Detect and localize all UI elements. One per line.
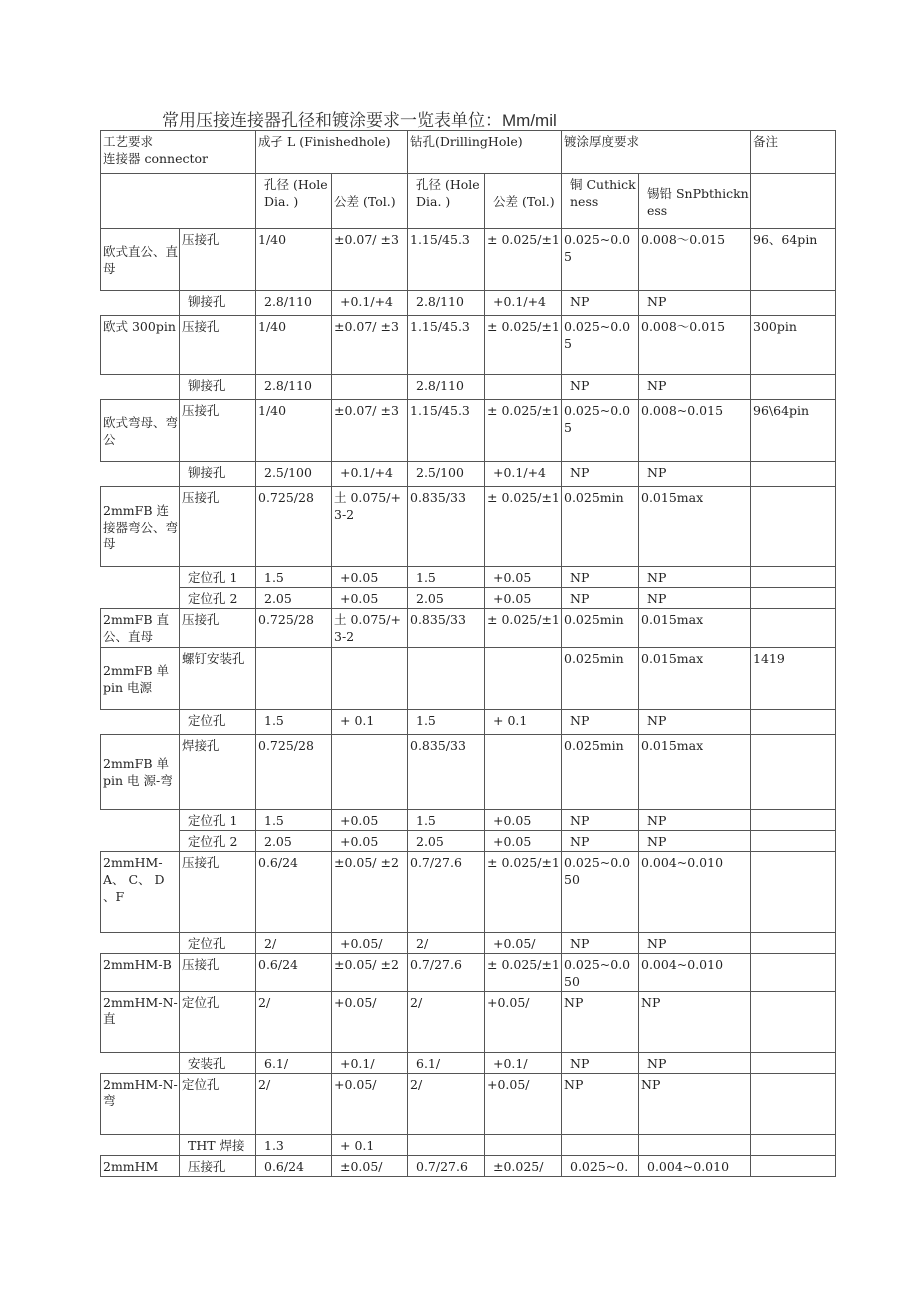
cell-finished-tol: + 0.1 [332, 1134, 408, 1155]
cell-remarks [751, 1155, 836, 1176]
cell-finished-tol: +0.05/ [332, 991, 408, 1052]
cell-connector [101, 830, 180, 851]
cell-drill-tol: ± 0.025/±1 [485, 400, 562, 462]
cell-drill-dia: 2.8/110 [408, 291, 485, 316]
cell-cu: 0.025~0.05 [562, 229, 639, 291]
cell-hole-type: 压接孔 [180, 400, 256, 462]
unit-text: Mm/mil [502, 111, 557, 130]
cell-finished-dia: 2.05 [256, 830, 332, 851]
cell-snpb: NP [639, 375, 751, 400]
cell-finished-dia: 6.1/ [256, 1052, 332, 1073]
header-cu-thickness: 铜 Cuthickness [562, 174, 639, 229]
header-finished-hole: 成孑 L (Finishedhole) [256, 131, 408, 174]
cell-drill-dia: 0.835/33 [408, 608, 485, 647]
cell-drill-tol: +0.1/+4 [485, 462, 562, 487]
header-empty-remarks [751, 174, 836, 229]
cell-connector [101, 462, 180, 487]
cell-connector: 欧式弯母、弯公 [101, 400, 180, 462]
cell-connector [101, 587, 180, 608]
cell-cu: NP [562, 830, 639, 851]
cell-hole-type: 定位孔 [180, 1073, 256, 1134]
cell-hole-type: 压接孔 [180, 1155, 256, 1176]
cell-remarks: 300pin [751, 316, 836, 375]
cell-connector: 2mmHM-N-弯 [101, 1073, 180, 1134]
cell-hole-type: 压接孔 [180, 487, 256, 567]
cell-drill-dia: 1.5 [408, 709, 485, 734]
cell-finished-dia: 2/ [256, 1073, 332, 1134]
table-row [101, 462, 836, 487]
cell-drill-dia: 0.7/27.6 [408, 1155, 485, 1176]
cell-cu: NP [562, 375, 639, 400]
header-tolerance: 公差 (Tol.) [332, 174, 408, 229]
cell-connector [101, 567, 180, 588]
cell-cu: NP [562, 462, 639, 487]
header-connector: 连接器 connector [103, 150, 209, 166]
cell-connector: 2mmHM-N-直 [101, 991, 180, 1052]
cell-remarks [751, 953, 836, 991]
cell-remarks [751, 932, 836, 953]
cell-cu: NP [562, 709, 639, 734]
cell-snpb: NP [639, 567, 751, 588]
cell-snpb: 0.004~0.010 [639, 1155, 751, 1176]
cell-finished-dia: 1/40 [256, 229, 332, 291]
cell-remarks: 1419 [751, 647, 836, 709]
cell-remarks [751, 809, 836, 830]
table-row [101, 809, 836, 830]
cell-cu: 0.025min [562, 647, 639, 709]
cell-drill-dia: 1.5 [408, 567, 485, 588]
cell-snpb: NP [639, 462, 751, 487]
cell-finished-dia: 1/40 [256, 400, 332, 462]
header-snpb-thickness: 锡铅 SnPbthickness [639, 174, 751, 229]
cell-connector [101, 709, 180, 734]
cell-remarks [751, 709, 836, 734]
cell-drill-dia: 0.7/27.6 [408, 851, 485, 932]
table-row [101, 953, 836, 991]
table-row [101, 487, 836, 567]
table-row [101, 932, 836, 953]
cell-hole-type: 安装孔 [180, 1052, 256, 1073]
header-drilling-hole: 钻孔(DrillingHole) [408, 131, 562, 174]
cell-cu: NP [562, 932, 639, 953]
cell-snpb: NP [639, 809, 751, 830]
cell-connector: 2mmHM-B [101, 953, 180, 991]
cell-hole-type: 铆接孔 [180, 291, 256, 316]
cell-finished-dia: 1.5 [256, 567, 332, 588]
cell-drill-tol: ± 0.025/±1 [485, 608, 562, 647]
cell-drill-tol: +0.05 [485, 567, 562, 588]
cell-finished-dia: 0.6/24 [256, 953, 332, 991]
cell-finished-dia: 0.725/28 [256, 487, 332, 567]
cell-finished-dia: 2.05 [256, 587, 332, 608]
cell-hole-type: 焊接孔 [180, 734, 256, 809]
cell-cu: 0.025~0.050 [562, 953, 639, 991]
cell-finished-tol: ±0.05/ ±2 [332, 953, 408, 991]
cell-cu: NP [562, 567, 639, 588]
cell-connector [101, 1052, 180, 1073]
cell-hole-type: 定位孔 2 [180, 830, 256, 851]
cell-hole-type: 定位孔 1 [180, 567, 256, 588]
cell-drill-tol: +0.05 [485, 809, 562, 830]
cell-finished-dia: 1.3 [256, 1134, 332, 1155]
cell-snpb: 0.008〜0.015 [639, 316, 751, 375]
cell-finished-dia: 2.8/110 [256, 375, 332, 400]
cell-hole-type: THT 焊接 [180, 1134, 256, 1155]
cell-snpb: NP [639, 932, 751, 953]
cell-snpb: NP [639, 709, 751, 734]
cell-snpb: NP [639, 830, 751, 851]
cell-drill-tol [485, 734, 562, 809]
cell-snpb: 0.004~0.010 [639, 953, 751, 991]
table-row [101, 709, 836, 734]
table-row [101, 647, 836, 709]
table-row [101, 567, 836, 588]
cell-drill-tol [485, 647, 562, 709]
cell-cu [562, 1134, 639, 1155]
cell-connector [101, 932, 180, 953]
cell-hole-type: 铆接孔 [180, 375, 256, 400]
cell-hole-type: 铆接孔 [180, 462, 256, 487]
cell-drill-tol: +0.05/ [485, 1073, 562, 1134]
table-row [101, 229, 836, 291]
cell-snpb: NP [639, 991, 751, 1052]
table-row [101, 1134, 836, 1155]
cell-drill-tol: ± 0.025/±1 [485, 229, 562, 291]
cell-hole-type: 压接孔 [180, 229, 256, 291]
cell-finished-tol: ±0.07/ ±3 [332, 400, 408, 462]
header-process-req: 工艺要求 [103, 134, 154, 149]
table-row [101, 830, 836, 851]
cell-connector: 2mmFB 单 pin 电源 [101, 647, 180, 709]
cell-drill-dia: 0.835/33 [408, 734, 485, 809]
cell-remarks [751, 1134, 836, 1155]
table-row [101, 851, 836, 932]
cell-drill-dia: 1.15/45.3 [408, 400, 485, 462]
cell-connector: 2mmFB 单 pin 电 源-弯 [101, 734, 180, 809]
cell-cu: 0.025min [562, 734, 639, 809]
cell-drill-dia: 2.8/110 [408, 375, 485, 400]
cell-drill-dia: 1.15/45.3 [408, 229, 485, 291]
cell-drill-dia: 0.835/33 [408, 487, 485, 567]
cell-remarks [751, 734, 836, 809]
cell-remarks [751, 1052, 836, 1073]
cell-finished-tol: ±0.05/ ±2 [332, 851, 408, 932]
table-row [101, 375, 836, 400]
cell-connector: 2mmFB 直公、直母 [101, 608, 180, 647]
cell-drill-tol [485, 1134, 562, 1155]
cell-drill-dia [408, 1134, 485, 1155]
table-row [101, 400, 836, 462]
cell-remarks: 96\64pin [751, 400, 836, 462]
cell-drill-tol: ± 0.025/±1 [485, 953, 562, 991]
title-text: 常用压接连接器孔径和镀涂要求一览表单位： [162, 111, 502, 131]
cell-finished-tol: + 0.1 [332, 709, 408, 734]
table-row [101, 734, 836, 809]
cell-remarks [751, 1073, 836, 1134]
cell-drill-tol: +0.05 [485, 587, 562, 608]
cell-drill-dia [408, 647, 485, 709]
cell-connector [101, 375, 180, 400]
cell-connector [101, 1134, 180, 1155]
cell-hole-type: 压接孔 [180, 608, 256, 647]
cell-remarks [751, 608, 836, 647]
cell-remarks [751, 830, 836, 851]
cell-finished-tol: +0.05/ [332, 1073, 408, 1134]
cell-connector [101, 291, 180, 316]
cell-remarks: 96、64pin [751, 229, 836, 291]
cell-finished-dia: 1/40 [256, 316, 332, 375]
header-remarks: 备注 [751, 131, 836, 174]
cell-finished-dia [256, 647, 332, 709]
cell-finished-tol: +0.1/+4 [332, 462, 408, 487]
cell-snpb: 0.015max [639, 647, 751, 709]
header-hole-dia: 孔径 (HoleDia. ) [256, 174, 332, 229]
cell-finished-dia: 2.5/100 [256, 462, 332, 487]
cell-snpb: NP [639, 1073, 751, 1134]
cell-finished-tol: +0.05 [332, 809, 408, 830]
cell-finished-dia: 2/ [256, 991, 332, 1052]
cell-finished-tol: +0.1/ [332, 1052, 408, 1073]
cell-snpb: 0.015max [639, 734, 751, 809]
cell-cu: NP [562, 587, 639, 608]
cell-finished-tol [332, 375, 408, 400]
cell-hole-type: 压接孔 [180, 316, 256, 375]
cell-hole-type: 螺钉安装孔 [180, 647, 256, 709]
header-row-1 [101, 131, 836, 174]
cell-drill-tol: ± 0.025/±1 [485, 851, 562, 932]
cell-drill-tol: + 0.1 [485, 709, 562, 734]
cell-drill-tol: +0.05 [485, 830, 562, 851]
cell-snpb: NP [639, 1052, 751, 1073]
cell-drill-tol: ± 0.025/±1 [485, 316, 562, 375]
cell-remarks [751, 487, 836, 567]
cell-cu: 0.025min [562, 608, 639, 647]
cell-snpb [639, 1134, 751, 1155]
cell-snpb: 0.008~0.015 [639, 400, 751, 462]
header-empty [101, 174, 256, 229]
cell-cu: 0.025~0.050 [562, 851, 639, 932]
cell-finished-tol: ±0.07/ ±3 [332, 316, 408, 375]
header-plating-req: 镀涂厚度要求 [562, 131, 751, 174]
cell-drill-tol: ± 0.025/±1 [485, 487, 562, 567]
cell-remarks [751, 291, 836, 316]
cell-drill-dia: 2/ [408, 932, 485, 953]
cell-remarks [751, 991, 836, 1052]
cell-drill-dia: 2.05 [408, 830, 485, 851]
cell-finished-dia: 0.725/28 [256, 608, 332, 647]
cell-drill-dia: 1.5 [408, 809, 485, 830]
cell-drill-dia: 2/ [408, 991, 485, 1052]
cell-drill-tol: +0.05/ [485, 991, 562, 1052]
cell-drill-dia: 6.1/ [408, 1052, 485, 1073]
table-row [101, 608, 836, 647]
cell-finished-tol: +0.05 [332, 830, 408, 851]
cell-finished-tol: 土 0.075/+3-2 [332, 608, 408, 647]
cell-finished-dia: 1.5 [256, 809, 332, 830]
cell-finished-dia: 0.725/28 [256, 734, 332, 809]
cell-cu: 0.025min [562, 487, 639, 567]
cell-drill-tol: ±0.025/ [485, 1155, 562, 1176]
cell-hole-type: 压接孔 [180, 851, 256, 932]
table-row [101, 1155, 836, 1176]
cell-connector: 欧式 300pin [101, 316, 180, 375]
cell-drill-dia: 0.7/27.6 [408, 953, 485, 991]
cell-snpb: NP [639, 587, 751, 608]
cell-connector: 欧式直公、直母 [101, 229, 180, 291]
table-row [101, 1073, 836, 1134]
cell-connector [101, 809, 180, 830]
table-row [101, 316, 836, 375]
cell-snpb: 0.008〜0.015 [639, 229, 751, 291]
cell-snpb: 0.015max [639, 487, 751, 567]
header-hole-dia-2: 孔径 (HoleDia. ) [408, 174, 485, 229]
table-row [101, 587, 836, 608]
cell-cu: 0.025~0.05 [562, 316, 639, 375]
cell-finished-tol: +0.05/ [332, 932, 408, 953]
cell-finished-tol [332, 647, 408, 709]
cell-connector: 2mmHM [101, 1155, 180, 1176]
cell-cu: NP [562, 991, 639, 1052]
cell-remarks [751, 567, 836, 588]
cell-finished-tol: +0.05 [332, 567, 408, 588]
cell-drill-tol: +0.1/+4 [485, 291, 562, 316]
cell-cu: NP [562, 1052, 639, 1073]
cell-cu: NP [562, 291, 639, 316]
cell-remarks [751, 851, 836, 932]
table-row [101, 1052, 836, 1073]
cell-remarks [751, 587, 836, 608]
cell-cu: NP [562, 809, 639, 830]
cell-drill-dia: 1.15/45.3 [408, 316, 485, 375]
cell-finished-tol [332, 734, 408, 809]
header-row-2 [101, 174, 836, 229]
document-title [162, 106, 557, 131]
cell-drill-dia: 2.05 [408, 587, 485, 608]
cell-cu: 0.025~0.05 [562, 400, 639, 462]
cell-cu: NP [562, 1073, 639, 1134]
cell-remarks [751, 375, 836, 400]
cell-hole-type: 定位孔 2 [180, 587, 256, 608]
cell-drill-tol: +0.05/ [485, 932, 562, 953]
table-row [101, 991, 836, 1052]
cell-finished-dia: 0.6/24 [256, 1155, 332, 1176]
cell-finished-tol: ±0.07/ ±3 [332, 229, 408, 291]
cell-finished-dia: 2.8/110 [256, 291, 332, 316]
cell-snpb: 0.015max [639, 608, 751, 647]
cell-finished-tol: ±0.05/ [332, 1155, 408, 1176]
table-row [101, 291, 836, 316]
cell-remarks [751, 462, 836, 487]
cell-hole-type: 定位孔 1 [180, 809, 256, 830]
cell-finished-tol: +0.1/+4 [332, 291, 408, 316]
cell-hole-type: 定位孔 [180, 991, 256, 1052]
cell-snpb: NP [639, 291, 751, 316]
cell-finished-dia: 1.5 [256, 709, 332, 734]
cell-finished-tol: 土 0.075/+3-2 [332, 487, 408, 567]
header-process-connector [101, 131, 256, 174]
cell-hole-type: 压接孔 [180, 953, 256, 991]
header-tolerance-2: 公差 (Tol.) [485, 174, 562, 229]
cell-drill-tol [485, 375, 562, 400]
cell-finished-dia: 0.6/24 [256, 851, 332, 932]
cell-connector: 2mmHM-A、 C、 D 、F [101, 851, 180, 932]
cell-snpb: 0.004~0.010 [639, 851, 751, 932]
cell-finished-dia: 2/ [256, 932, 332, 953]
cell-connector: 2mmFB 连接器弯公、弯母 [101, 487, 180, 567]
cell-drill-dia: 2/ [408, 1073, 485, 1134]
cell-drill-dia: 2.5/100 [408, 462, 485, 487]
cell-hole-type: 定位孔 [180, 932, 256, 953]
cell-finished-tol: +0.05 [332, 587, 408, 608]
cell-cu: 0.025~0. [562, 1155, 639, 1176]
cell-hole-type: 定位孔 [180, 709, 256, 734]
cell-drill-tol: +0.1/ [485, 1052, 562, 1073]
hole-plating-table [100, 130, 836, 1177]
